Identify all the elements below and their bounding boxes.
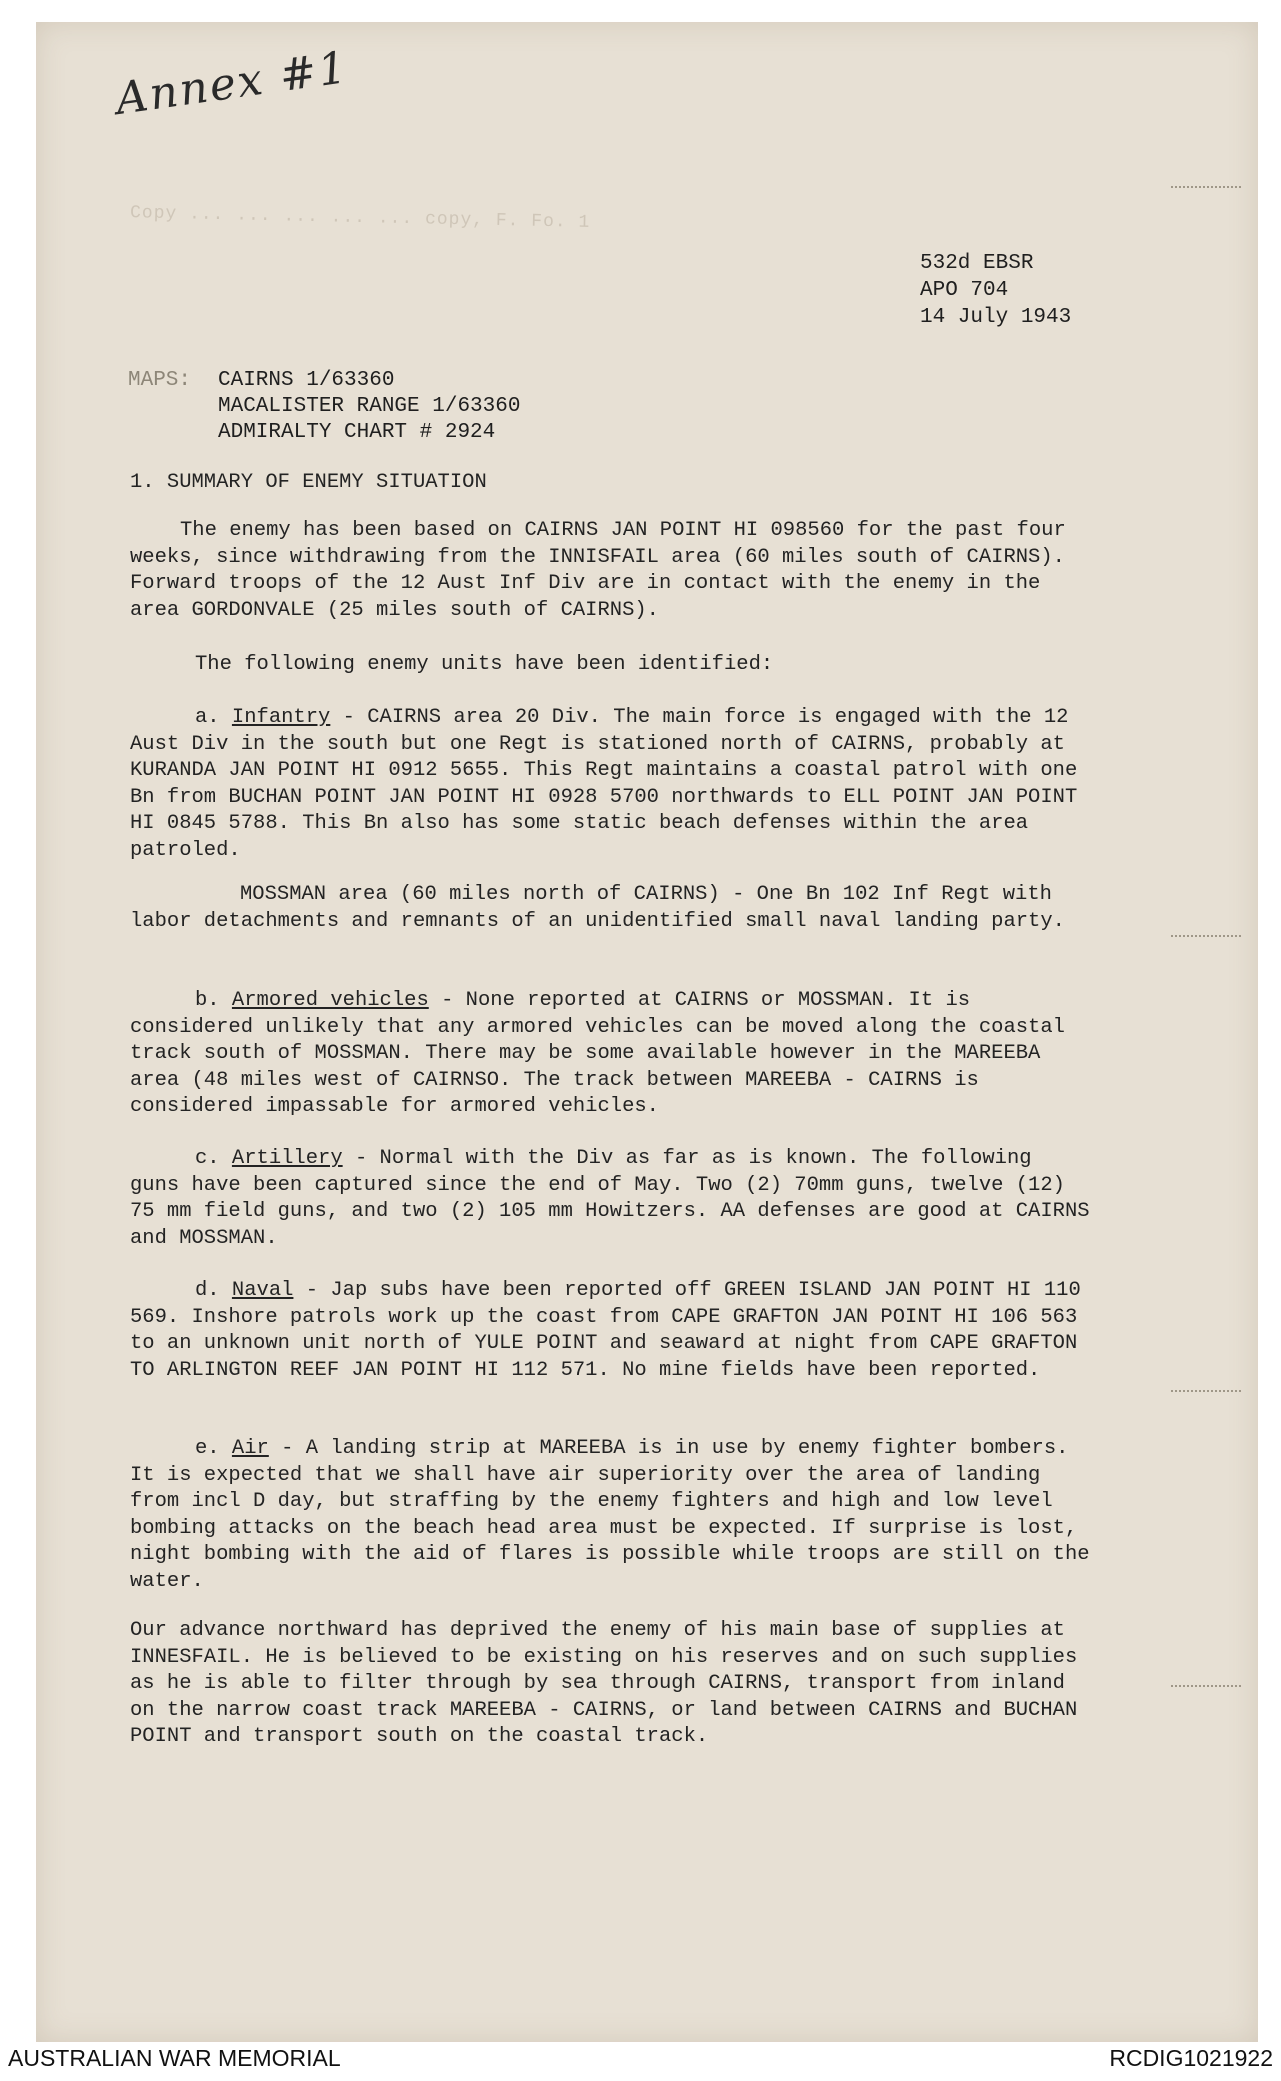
item-text: - Jap subs have been reported off GREEN ISLAND JAN POINT HI 110 569. Inshore patrols work up the coast from CAPE GRAFTON JAN POINT HI 106 563 to an unknown unit north of YULE POINT and seaward at night from CAPE GRAFTON TO ARLINGTON REEF JAN POINT HI 112 571. No mine fields have been reported. bbox=[130, 1279, 1081, 1382]
map-item: MACALISTER RANGE 1/63360 bbox=[218, 395, 521, 418]
intro-paragraph: The enemy has been based on CAIRNS JAN POINT HI 098560 for the past four weeks, since withdrawing from the INNISFAIL area (60 miles south of CAIRNS). Forward troops of the 12 Aust Inf Div are in contact with the enemy in the area GORDONVALE (25 miles south of CAIRNS). bbox=[130, 519, 1066, 622]
item-text: - A landing strip at MAREEBA is in use by enemy fighter bombers. It is expected that we shall have air superiority over the area of landing from incl D day, but straffing by the enemy fighters and high and low level bombing attacks on the beach head area must be expected. If surprise is lost, night bombing with the aid of flares is possible while troops are still on the water. bbox=[130, 1437, 1090, 1593]
footer-archive-name: AUSTRALIAN WAR MEMORIAL bbox=[8, 2045, 341, 2071]
closing-paragraph: Our advance northward has deprived the enemy of his main base of supplies at INNESFAIL. He is believed to be existing on his reserves and on such supplies as he is able to filter through by sea through CAIRNS, transport from inland on the narrow coast track MAREEBA - CAIRNS, or land between CAIRNS and BUCHAN POINT and transport south on the coastal track. bbox=[130, 1619, 1078, 1749]
item-infantry bbox=[130, 705, 1090, 865]
item-marker: d. bbox=[195, 1279, 220, 1302]
item-heading: Naval bbox=[231, 1279, 294, 1302]
mossman-paragraph: MOSSMAN area (60 miles north of CAIRNS) - One Bn 102 Inf Regt with labor detachments and remnants of an unidentified small naval landing party. bbox=[130, 883, 1065, 933]
map-item: CAIRNS 1/63360 bbox=[218, 369, 395, 392]
item-heading: Armored vehicles bbox=[231, 989, 429, 1012]
item-marker: a. bbox=[195, 706, 220, 729]
item-heading: Infantry bbox=[231, 706, 331, 729]
item-text: - None reported at CAIRNS or MOSSMAN. It is considered unlikely that any armored vehicles can be moved along the coastal track south of MOSSMAN. There may be some available however in the MAREEBA area (48 miles west of CAIRNSO. The track between MAREEBA - CAIRNS is considered impassable for armored vehicles. bbox=[130, 989, 1065, 1119]
document-date: 14 July 1943 bbox=[920, 306, 1072, 329]
item-marker: b. bbox=[195, 989, 220, 1012]
units-intro: The following enemy units have been identified: bbox=[195, 653, 774, 676]
item-text: - Normal with the Div as far as is known. The following guns have been captured since the end of May. Two (2) 70mm guns, twelve (12) 75 mm field guns, and two (2) 105 mm Howitzers. AA defenses are good at CAIRNS and MOSSMAN. bbox=[130, 1147, 1090, 1250]
margin-mark bbox=[1171, 1390, 1241, 1398]
margin-mark bbox=[1171, 1685, 1241, 1693]
item-text: - CAIRNS area 20 Div. The main force is engaged with the 12 Aust Div in the south but one Regt is stationed north of CAIRNS, probably at KURANDA JAN POINT HI 0912 5655. This Regt maintains a coastal patrol with one Bn from BUCHAN POINT JAN POINT HI 0928 5700 northwards to ELL POINT JAN POINT HI 0845 5788. This Bn also has some static beach defenses within the area patroled. bbox=[130, 706, 1078, 862]
item-armored-vehicles bbox=[130, 988, 1090, 1121]
unit-designation: 532d EBSR bbox=[920, 252, 1034, 275]
section-title: 1. SUMMARY OF ENEMY SITUATION bbox=[130, 471, 487, 494]
document-header bbox=[920, 250, 1071, 331]
faded-header-text: Copy ... ... ... ... ... copy, F. Fo. 1 bbox=[129, 203, 591, 233]
item-marker: e. bbox=[195, 1437, 220, 1460]
margin-mark bbox=[1171, 935, 1241, 943]
item-heading: Artillery bbox=[231, 1147, 343, 1170]
item-heading: Air bbox=[231, 1437, 269, 1460]
item-artillery bbox=[130, 1146, 1090, 1252]
item-air bbox=[130, 1436, 1090, 1596]
maps-block bbox=[128, 368, 520, 446]
margin-mark bbox=[1171, 186, 1241, 194]
footer-record-id: RCDIG1021922 bbox=[1109, 2045, 1273, 2071]
map-item: ADMIRALTY CHART # 2924 bbox=[218, 421, 496, 444]
item-marker: c. bbox=[195, 1147, 220, 1170]
apo-number: APO 704 bbox=[920, 279, 1009, 302]
maps-label: MAPS: bbox=[128, 369, 192, 392]
item-naval bbox=[130, 1278, 1090, 1384]
handwritten-annotation: Annex #1 bbox=[112, 41, 352, 126]
